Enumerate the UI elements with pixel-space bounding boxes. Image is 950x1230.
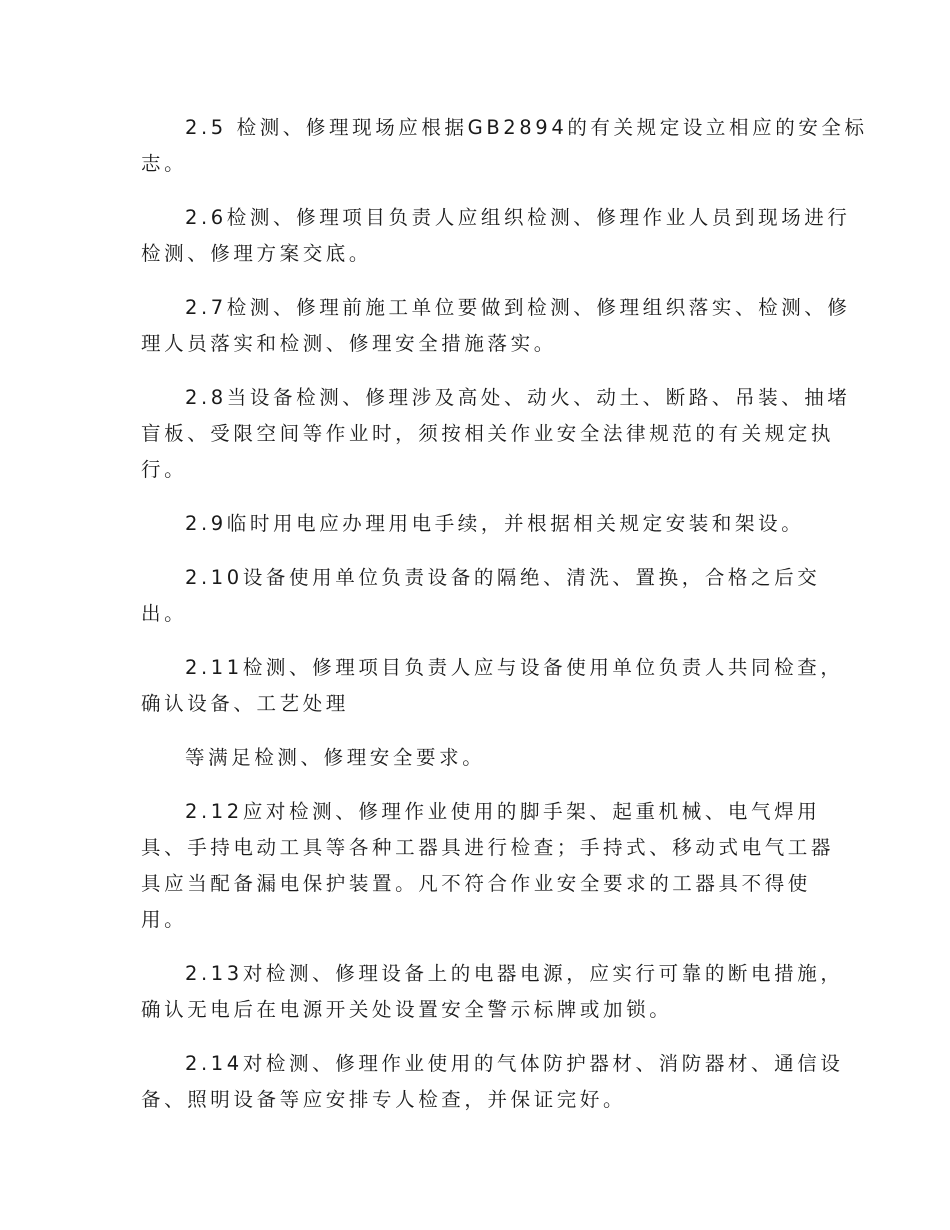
text-line-2-7-a: 2.7检测、修理前施工单位要做到检测、修理组织落实、检测、修 (185, 296, 851, 319)
text-line-2-12-c: 具应当配备漏电保护装置。凡不符合作业安全要求的工器具不得使 (141, 872, 811, 895)
text-line-2-13-a: 2.13对检测、修理设备上的电器电源，应实行可靠的断电措施， (185, 962, 844, 985)
text-line-2-12-a: 2.12应对检测、修理作业使用的脚手架、起重机械、电气焊用 (185, 800, 821, 823)
text-line-2-7-b: 理人员落实和检测、修理安全措施落实。 (141, 332, 557, 355)
text-line-2-6-a: 2.6检测、修理项目负责人应组织检测、修理作业人员到现场进行 (185, 206, 851, 229)
text-line-2-8-b: 盲板、受限空间等作业时，须按相关作业安全法律规范的有关规定执 (141, 422, 835, 445)
text-line-2-5-a: 2.5 检测、修理现场应根据GB2894的有关规定设立相应的安全标 (185, 116, 868, 139)
text-line-2-11-b: 确认设备、工艺处理 (141, 692, 349, 715)
text-line-2-14-a: 2.14对检测、修理作业使用的气体防护器材、消防器材、通信设 (185, 1052, 844, 1075)
text-line-2-5-b: 志。 (141, 152, 188, 175)
text-line-2-11-a: 2.11检测、修理项目负责人应与设备使用单位负责人共同检查， (185, 656, 844, 679)
text-line-2-10-b: 出。 (141, 602, 188, 625)
text-line-2-12-d: 用。 (141, 908, 188, 931)
text-line-2-8-c: 行。 (141, 458, 188, 481)
text-line-2-9: 2.9临时用电应办理用电手续，并根据相关规定安装和架设。 (185, 512, 805, 535)
text-line-2-14-b: 备、照明设备等应安排专人检查，并保证完好。 (141, 1088, 627, 1111)
text-line-2-11-c: 等满足检测、修理安全要求。 (185, 746, 486, 769)
text-line-2-6-b: 检测、修理方案交底。 (141, 242, 373, 265)
text-line-2-13-b: 确认无电后在电源开关处设置安全警示标牌或加锁。 (141, 998, 673, 1021)
text-line-2-12-b: 具、手持电动工具等各种工器具进行检查；手持式、移动式电气工器 (141, 836, 835, 859)
text-line-2-10-a: 2.10设备使用单位负责设备的隔绝、清洗、置换，合格之后交 (185, 566, 821, 589)
text-line-2-8-a: 2.8当设备检测、修理涉及高处、动火、动土、断路、吊装、抽堵 (185, 386, 851, 409)
